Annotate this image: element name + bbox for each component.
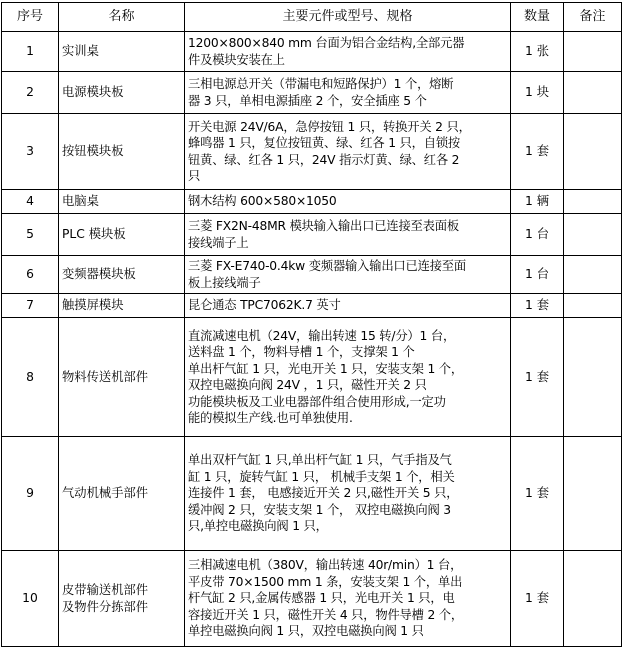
- row-name: 电脑桌: [59, 190, 185, 214]
- row-spec: 三相电源总开关（带漏电和短路保护）1 个，熔断 器 3 只，单相电源插座 2 个，安全插座 5 个: [185, 72, 511, 114]
- row-qty: 1 台: [511, 256, 564, 294]
- row-note: [564, 318, 622, 437]
- table-row: [2, 72, 622, 114]
- row-spec: 开关电源 24V/6A，急停按钮 1 只，转换开关 2 只， 蜂鸣器 1 只，复位按钮黄、绿、红各 1 只，自锁按 钮黄、绿、红各 1 只，24V 指示灯黄、绿、红各 2 只: [185, 114, 511, 190]
- row-no: 7: [2, 294, 59, 318]
- row-qty: 1 张: [511, 32, 564, 72]
- row-qty: 1 套: [511, 318, 564, 437]
- table-row: [2, 318, 622, 437]
- row-note: [564, 114, 622, 190]
- row-name: PLC 模块板: [59, 214, 185, 256]
- row-spec: 钢木结构 600×580×1050: [185, 190, 511, 214]
- row-no: 9: [2, 437, 59, 551]
- row-note: [564, 72, 622, 114]
- table-row: [2, 437, 622, 551]
- row-spec: 昆仑通态 TPC7062K.7 英寸: [185, 294, 511, 318]
- row-spec: 直流减速电机（24V，输出转速 15 转/分）1 台， 送料盘 1 个，物料导槽 1 个，支撑架 1 个 单出杆气缸 1 只，光电开关 1 只，安装支架 1 个， 双控电磁换向阀 24V ，1 只，磁性开关 2 只 功能模块板及工业电器部件组合使用形成,一定功 能的模拟生产线.也可单独使用.: [185, 318, 511, 437]
- row-qty: 1 台: [511, 214, 564, 256]
- table-row: [2, 114, 622, 190]
- row-note: [564, 214, 622, 256]
- row-name: 电源模块板: [59, 72, 185, 114]
- row-note: [564, 190, 622, 214]
- row-note: [564, 32, 622, 72]
- header-name: 名称: [59, 3, 185, 32]
- row-note: [564, 437, 622, 551]
- table-row: [2, 256, 622, 294]
- table-row: [2, 551, 622, 647]
- row-no: 4: [2, 190, 59, 214]
- row-name: 变频器模块板: [59, 256, 185, 294]
- row-qty: 1 套: [511, 551, 564, 647]
- row-name: 实训桌: [59, 32, 185, 72]
- row-name: 气动机械手部件: [59, 437, 185, 551]
- row-note: [564, 551, 622, 647]
- row-no: 10: [2, 551, 59, 647]
- row-qty: 1 套: [511, 437, 564, 551]
- row-no: 6: [2, 256, 59, 294]
- row-no: 5: [2, 214, 59, 256]
- header-qty: 数量: [511, 3, 564, 32]
- row-qty: 1 块: [511, 72, 564, 114]
- row-qty: 1 套: [511, 114, 564, 190]
- row-spec: 1200×800×840 mm 台面为铝合金结构,全部元器 件及模块安装在上: [185, 32, 511, 72]
- header-row: [2, 3, 622, 32]
- row-note: [564, 256, 622, 294]
- row-qty: 1 辆: [511, 190, 564, 214]
- row-no: 3: [2, 114, 59, 190]
- equipment-table: [1, 2, 622, 647]
- table-row: [2, 214, 622, 256]
- table-row: [2, 32, 622, 72]
- row-spec: 单出双杆气缸 1 只,单出杆气缸 1 只，气手指及气 缸 1 只，旋转气缸 1 只， 机械手支架 1 个，相关 连接件 1 套， 电感接近开关 2 只,磁性开关 5 只， 缓冲阀 2 只，安装支架 1 个， 双控电磁换向阀 3 只,单控电磁换向阀 1 只，: [185, 437, 511, 551]
- row-name: 皮带输送机部件 及物件分拣部件: [59, 551, 185, 647]
- table-row: [2, 190, 622, 214]
- row-no: 1: [2, 32, 59, 72]
- row-name: 按钮模块板: [59, 114, 185, 190]
- row-no: 2: [2, 72, 59, 114]
- row-spec: 三相减速电机（380V，输出转速 40r/min）1 台， 平皮带 70×1500 mm 1 条，安装支架 1 个，单出 杆气缸 2 只,金属传感器 1 只，光电开关 1 只，电 容接近开关 1 只，磁性开关 4 只，物件导槽 2 个， 单控电磁换向阀 1 只，双控电磁换向阀 1 只: [185, 551, 511, 647]
- row-spec: 三菱 FX2N-48MR 模块输入输出口已连接至表面板 接线端子上: [185, 214, 511, 256]
- header-spec: 主要元件或型号、规格: [185, 3, 511, 32]
- row-note: [564, 294, 622, 318]
- header-no: 序号: [2, 3, 59, 32]
- row-no: 8: [2, 318, 59, 437]
- table-row: [2, 294, 622, 318]
- row-name: 触摸屏模块: [59, 294, 185, 318]
- row-spec: 三菱 FX-E740-0.4kw 变频器输入输出口已连接至面 板上接线端子: [185, 256, 511, 294]
- row-qty: 1 套: [511, 294, 564, 318]
- header-note: 备注: [564, 3, 622, 32]
- row-name: 物料传送机部件: [59, 318, 185, 437]
